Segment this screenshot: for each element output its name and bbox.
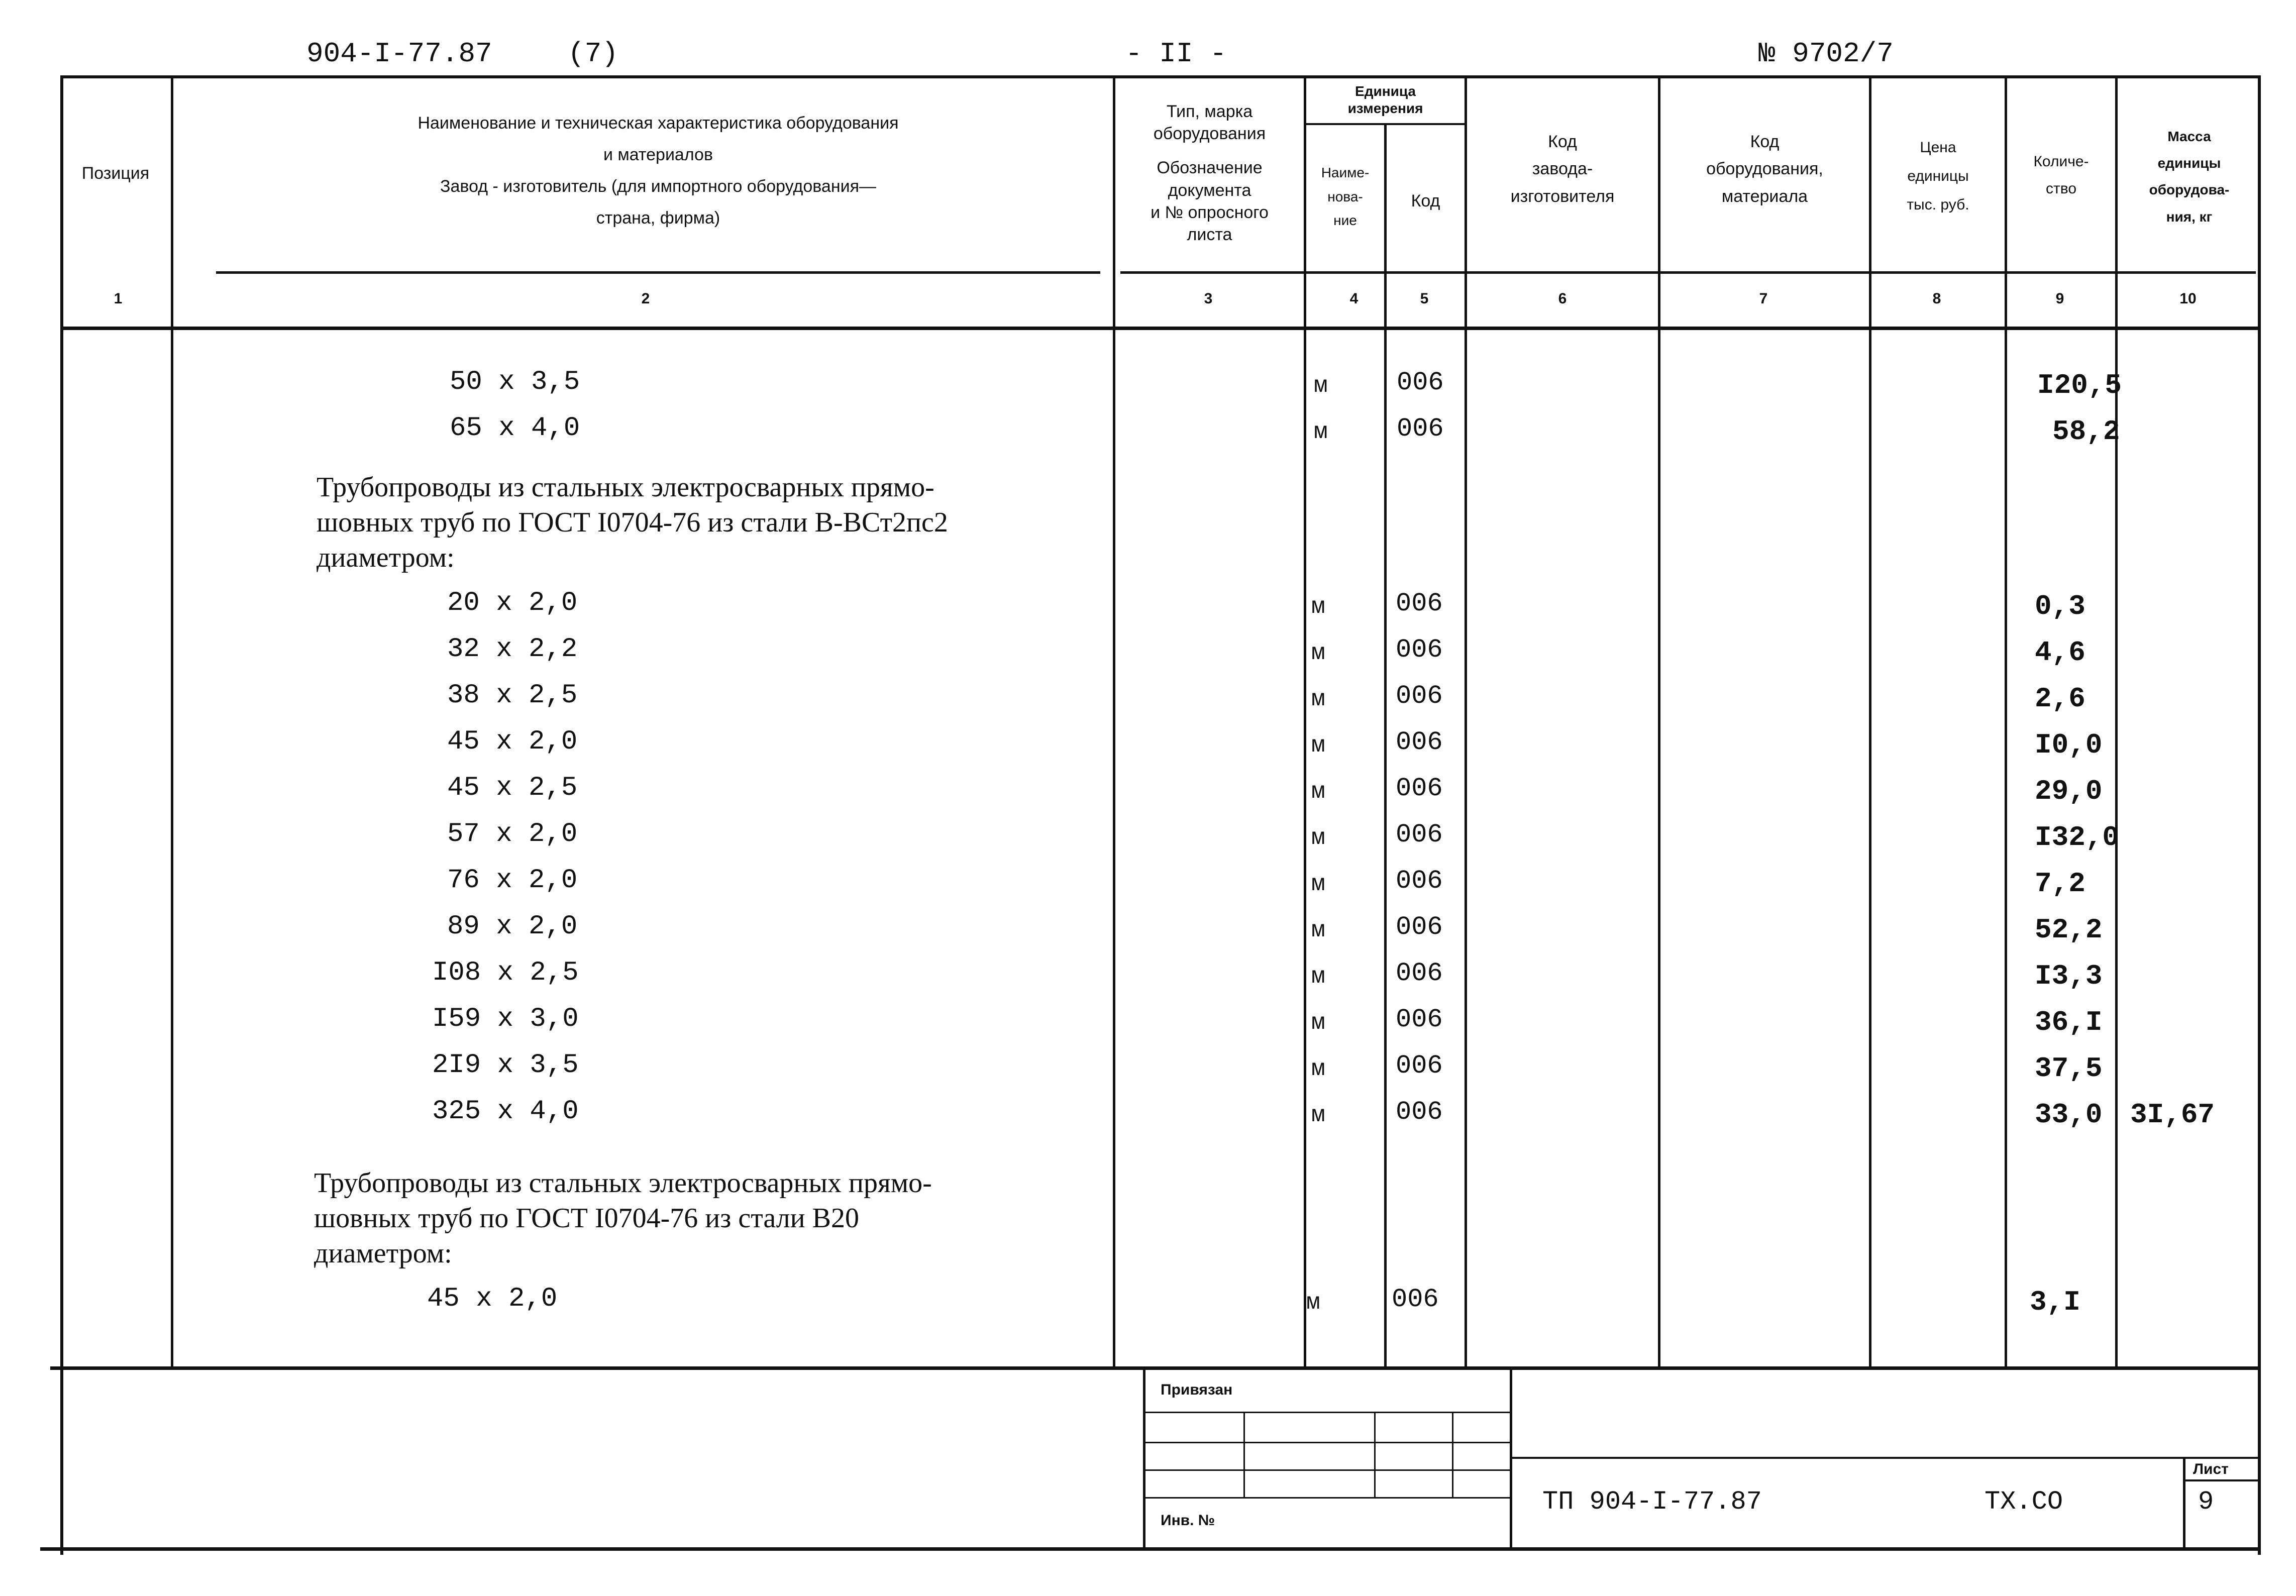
col-header-price-line2: единицы <box>1907 168 1969 184</box>
col-number-5: 5 <box>1420 290 1429 307</box>
row-b3-qty: 2,6 <box>2035 683 2085 715</box>
col-header-name-line1: Наименование и техническая характеристика оборудования <box>418 114 899 133</box>
col-number-8: 8 <box>1932 290 1941 307</box>
col-header-unit-name-line3: ние <box>1333 212 1357 229</box>
row-b7-qty: 7,2 <box>2035 868 2085 900</box>
row-b3-size: 38 x 2,5 <box>447 680 578 711</box>
row-b11-code: 006 <box>1396 1051 1443 1081</box>
row-b8-code: 006 <box>1396 912 1443 942</box>
col-divider-5 <box>1465 75 1467 1366</box>
row-a2-code: 006 <box>1397 414 1444 444</box>
group2-line2: шовных труб по ГОСТ I0704-76 из стали В20 <box>314 1203 859 1234</box>
row-b4-code: 006 <box>1396 727 1443 757</box>
stamp-grid-col1 <box>1243 1412 1245 1497</box>
project-code: ТП 904-I-77.87 <box>1542 1487 1762 1517</box>
col-header-quantity <box>2007 148 2115 202</box>
col-header-quantity-line2: ство <box>2045 180 2077 197</box>
col-header-name <box>211 111 1105 231</box>
row-b2-qty: 4,6 <box>2035 636 2085 669</box>
col-header-type-line6: листа <box>1187 225 1232 244</box>
col-header-type-line5: и № опросного <box>1151 202 1269 222</box>
page-bottom-rule <box>40 1547 2261 1551</box>
group2-line3: диаметром: <box>314 1238 452 1269</box>
col-header-type-line1: Тип, марка <box>1166 102 1253 121</box>
col-header-equipment-code-line3: материала <box>1721 186 1808 206</box>
col-header-price <box>1871 133 2005 219</box>
stamp-left-border <box>1143 1366 1145 1547</box>
col-header-type-line2: оборудования <box>1153 124 1266 144</box>
row-b5-qty: 29,0 <box>2035 775 2103 807</box>
col-header-mass-line4: ния, кг <box>2166 208 2213 225</box>
col-number-7: 7 <box>1759 290 1768 307</box>
col-header-quantity-line1: Количе- <box>2033 153 2089 170</box>
col-header-name-line2: и материалов <box>603 145 713 164</box>
col-header-price-line3: тыс. руб. <box>1907 196 1969 213</box>
row-b4-size: 45 x 2,0 <box>447 726 578 757</box>
row-b10-size: I59 x 3,0 <box>432 1004 579 1034</box>
document-code: ТХ.СО <box>1985 1487 2063 1517</box>
stamp-grid-col2 <box>1374 1412 1376 1497</box>
row-b2-size: 32 x 2,2 <box>447 634 578 665</box>
row-a2-size: 65 x 4,0 <box>450 413 580 444</box>
row-b12-unit: м <box>1311 1102 1325 1128</box>
row-b1-size: 20 x 2,0 <box>447 588 578 618</box>
col-header-manufacturer-code-line1: Код <box>1548 132 1577 151</box>
col-header-mass-line3: оборудова- <box>2149 182 2230 198</box>
col-divider-6 <box>1658 75 1660 1366</box>
col-header-mass-line2: единицы <box>2157 155 2221 171</box>
group1-line1: Трубопроводы из стальных электросварных прямо- <box>317 472 934 503</box>
group2-line1: Трубопроводы из стальных электросварных прямо- <box>314 1167 932 1199</box>
col-header-type-line3: Обозначение <box>1157 158 1263 178</box>
stamp-grid-row3 <box>1143 1469 1510 1471</box>
col-divider-8 <box>2005 75 2007 1366</box>
row-b3-unit: м <box>1311 686 1325 712</box>
col-header-equipment-code-line1: Код <box>1750 132 1780 151</box>
row-b11-size: 2I9 x 3,5 <box>432 1050 579 1081</box>
stamp-grid-row2 <box>1143 1442 1510 1443</box>
group1-line2: шовных труб по ГОСТ I0704-76 из стали В-ВСт2пс2 <box>317 507 948 538</box>
col-number-10: 10 <box>2179 290 2197 307</box>
row-c1-unit: м <box>1306 1290 1320 1316</box>
sheet-number: 9 <box>2198 1487 2214 1517</box>
row-b7-size: 76 x 2,0 <box>447 865 578 896</box>
row-b11-qty: 37,5 <box>2035 1052 2103 1085</box>
col-header-type-line4: документа <box>1168 180 1251 200</box>
row-b6-unit: м <box>1311 825 1325 851</box>
row-b6-size: 57 x 2,0 <box>447 819 578 849</box>
col-header-unit-line2: измерения <box>1347 100 1423 116</box>
row-b2-unit: м <box>1311 640 1325 666</box>
col-header-unit <box>1306 83 1465 117</box>
col-divider-2 <box>1113 75 1115 1366</box>
row-a2-unit: м <box>1314 419 1328 445</box>
row-c1-size: 45 x 2,0 <box>427 1284 558 1314</box>
row-b5-code: 006 <box>1396 774 1443 803</box>
doc-number: 904-I-77.87 <box>306 38 492 70</box>
col-header-type <box>1118 100 1301 246</box>
row-b6-code: 006 <box>1396 820 1443 849</box>
row-b4-qty: I0,0 <box>2035 729 2103 761</box>
col-header-unit-name <box>1306 161 1384 233</box>
row-b1-code: 006 <box>1396 589 1443 618</box>
sheet-label: Лист <box>2193 1461 2229 1477</box>
col-header-mass <box>2118 123 2261 230</box>
col-header-unit-code: Код <box>1411 191 1440 210</box>
col-divider-4 <box>1384 123 1387 1366</box>
col-number-9: 9 <box>2055 290 2064 307</box>
row-b11-unit: м <box>1311 1056 1325 1082</box>
stamp-grid-col3 <box>1452 1412 1453 1497</box>
col-divider-1 <box>171 75 173 1366</box>
doc-part: (7) <box>568 38 618 70</box>
row-a2-qty: 58,2 <box>2052 415 2120 448</box>
row-b6-qty: I32,0 <box>2035 821 2120 854</box>
col-divider-9 <box>2115 75 2118 1366</box>
row-b7-unit: м <box>1311 871 1325 897</box>
row-b7-code: 006 <box>1396 866 1443 896</box>
col-header-manufacturer-code-line3: изготовителя <box>1510 186 1615 206</box>
col-header-equipment-code <box>1660 128 1869 210</box>
row-a1-unit: м <box>1314 373 1328 399</box>
row-b1-qty: 0,3 <box>2035 590 2085 622</box>
header-rule-right <box>1120 271 2256 274</box>
row-b4-unit: м <box>1311 732 1325 759</box>
row-b5-unit: м <box>1311 779 1325 805</box>
row-b12-qty: 33,0 <box>2035 1099 2103 1131</box>
row-b9-code: 006 <box>1396 959 1443 988</box>
col-number-6: 6 <box>1558 290 1567 307</box>
col-header-unit-name-line2: нова- <box>1327 188 1363 204</box>
row-b2-code: 006 <box>1396 635 1443 665</box>
body-bottom-rule <box>50 1366 2261 1370</box>
row-b10-qty: 36,I <box>2035 1006 2103 1038</box>
row-b5-size: 45 x 2,5 <box>447 773 578 803</box>
row-b8-qty: 52,2 <box>2035 914 2103 946</box>
row-c1-code: 006 <box>1392 1285 1439 1314</box>
col-number-2: 2 <box>641 290 650 307</box>
col-header-equipment-code-line2: оборудования, <box>1706 159 1823 179</box>
stamp-inventory-label: Инв. № <box>1161 1512 1215 1529</box>
stamp-title-rule <box>1510 1457 2261 1459</box>
unit-group-rule <box>1306 123 1467 125</box>
header-rule-col2 <box>216 271 1100 274</box>
stamp-grid-row1 <box>1143 1412 1510 1413</box>
row-b1-unit: м <box>1311 594 1325 620</box>
stamp-bound-label: Привязан <box>1161 1381 1233 1398</box>
row-c1-qty: 3,I <box>2030 1286 2080 1318</box>
stamp-grid-row4 <box>1143 1497 1510 1499</box>
row-b8-size: 89 x 2,0 <box>447 911 578 942</box>
row-b8-unit: м <box>1311 917 1325 943</box>
col-number-4: 4 <box>1349 290 1359 307</box>
col-divider-3 <box>1304 75 1306 1366</box>
row-a1-qty: I20,5 <box>2037 369 2122 401</box>
row-b10-code: 006 <box>1396 1005 1443 1034</box>
col-number-3: 3 <box>1204 290 1213 307</box>
row-b9-size: I08 x 2,5 <box>432 957 579 988</box>
row-b12-size: 325 x 4,0 <box>432 1096 579 1127</box>
row-a1-size: 50 x 3,5 <box>450 367 580 397</box>
header-bottom-rule <box>60 327 2261 330</box>
col-number-1: 1 <box>114 290 123 307</box>
row-b12-mass: 3I,67 <box>2130 1099 2215 1131</box>
sheet-box-border <box>2183 1457 2185 1547</box>
col-header-unit-name-line1: Наиме- <box>1321 165 1370 180</box>
page-marker: - II - <box>1125 38 1227 70</box>
col-divider-7 <box>1869 75 1871 1366</box>
row-b3-code: 006 <box>1396 681 1443 711</box>
col-header-manufacturer-code-line2: завода- <box>1532 159 1593 179</box>
col-header-name-line3: Завод - изготовитель (для импортного оборудования— <box>440 177 877 196</box>
row-b10-unit: м <box>1311 1010 1325 1036</box>
col-header-price-line1: Цена <box>1920 139 1956 156</box>
registration-number: № 9702/7 <box>1758 38 1894 70</box>
row-b9-qty: I3,3 <box>2035 960 2103 992</box>
row-b9-unit: м <box>1311 964 1325 990</box>
col-header-unit-line1: Единица <box>1355 83 1416 99</box>
sheet-label-rule <box>2183 1479 2261 1481</box>
row-a1-code: 006 <box>1397 368 1444 397</box>
group1-line3: диаметром: <box>317 542 455 573</box>
col-header-name-line4: страна, фирма) <box>596 208 720 228</box>
row-b12-code: 006 <box>1396 1097 1443 1127</box>
col-header-position: Позиция <box>81 164 150 183</box>
col-header-mass-line1: Масса <box>2167 129 2211 144</box>
col-header-manufacturer-code <box>1467 128 1658 210</box>
